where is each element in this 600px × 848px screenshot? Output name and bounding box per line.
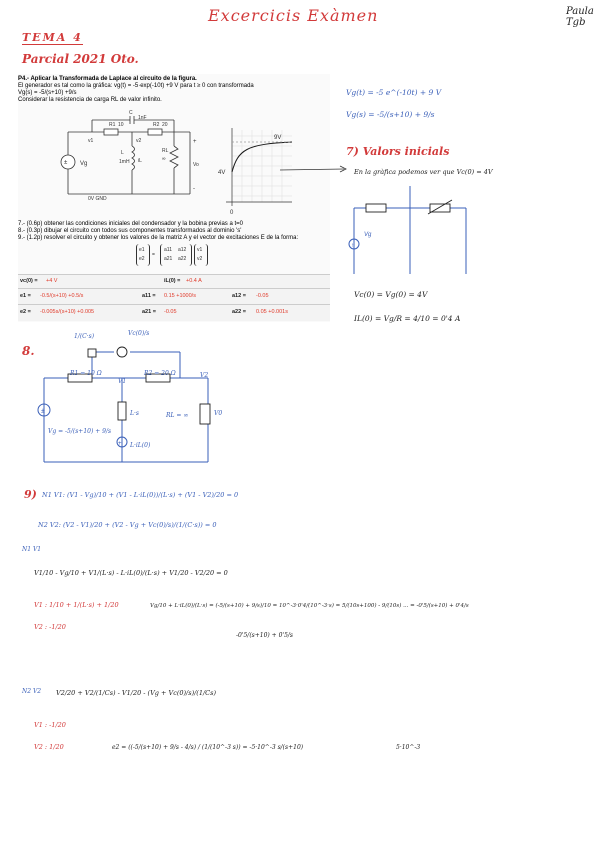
parcial-heading: Parcial 2021 Oto. (22, 52, 139, 66)
il-label: iL (138, 158, 142, 164)
question-7: 7.- (0.6p) obtener las condiciones iniciales del condensador y la bobina previas a t=0 (18, 221, 243, 227)
answer-vc0-value: +4 V (46, 278, 58, 284)
problem-line-4: Considerar la resistencia de carga RL de valor infinito. (18, 97, 162, 103)
graph-origin-label: 0 (230, 210, 234, 216)
section-9-number: 9) (24, 488, 37, 501)
answer-il0-key: iL(0) = (164, 278, 181, 284)
sec8-node-v2: V2 (200, 372, 209, 379)
v2-node-label: v2 (136, 138, 142, 144)
problem-line-2: El generador es tal como la gráfica: vg(t) = -5·exp(-10t) +9 V para t ≥ 0 con transformada (18, 83, 254, 89)
sec8-r2-label: R2 = 20 Ω (144, 370, 176, 377)
answer-a22-value: 0.05 +0.001s (256, 309, 288, 315)
matrix-v2: v2 (197, 256, 203, 262)
gnd-label: 0V GND (88, 196, 107, 202)
sec9-a22-line: V2 : 1/20 (34, 743, 64, 751)
rl-label: RL (162, 148, 169, 154)
minus-sign: - (193, 186, 195, 192)
problem-line-3: Vg(s) = -5/(s+10) +9/s (18, 90, 77, 96)
r1-value: 10 (118, 122, 124, 128)
sketch-vg-label: Vg (364, 232, 372, 238)
sec8-r1-label: R1 = 10 Ω (70, 370, 102, 377)
answer-il0-value: +0.4 A (186, 278, 202, 284)
answer-a12-value: -0.05 (256, 293, 269, 299)
answer-a11-key: a11 = (142, 293, 156, 299)
sec9-e2-result: 5·10^-3 (396, 744, 421, 751)
sec9-e2-derivation: e2 = ((-5/(s+10) + 9/s - 4/s) / (1/(10^-3 s)) = -5·10^-3 s/(s+10) (112, 744, 304, 751)
r1-label: R1 (109, 122, 116, 128)
page-title: Excercicis Exàmen (208, 6, 379, 25)
svg-text:+: + (118, 441, 122, 447)
section-7-text: En la gràfica podemos ver que Vc(0) = 4V (354, 168, 493, 176)
section-8-number: 8. (22, 344, 35, 358)
sec8-cap-label: 1/(C·s) (74, 333, 95, 340)
sec9-a11-line: V1 : 1/10 + 1/(L·s) + 1/20 (34, 601, 119, 609)
circuit-figure (52, 110, 202, 202)
answer-a21-key: a21 = (142, 309, 156, 315)
problem-statement: P4.- Aplicar la Transformada de Laplace al circuito de la figura. El generador es tal como la gráfica: vg(t) = -5·exp(-10t) +9 V para t ≥ 0 con transformada Vg(s) = -5/(s+10) +9/s Considerar la resistencia de carga RL de valor infinito. ± Vg R1 10 R2 20 C 1nF v2 v1 L 1mH iL RL ∞ + - Vo 0V GND 9V 4V 0 7.- (0.6p) obtener las condiciones iniciales del condensador y la bobina previas a t=0 8.- (0.3p) dibujar el circuito con todos sus componentes transformados al dominio 's' 9.- (1.2p) resolver el circuito y obtener los valores de la matriz A y el vector de excitaciones E de la forma: e1 e2 = a11 a12 a21 a22 v1 v2 vc(0) = +4 V iL(0) = +0.4 A e1 = -0.5/(s+10) +0.5/s a11 = 0.15 +1000/s a12 = -0.05 e2 = -0.005s/(s+10) +0.005 a21 = -0.05 a22 = 0.05 +0.001s (18, 74, 330, 322)
sec8-vo-label: V0 (214, 410, 223, 417)
answer-e1-value: -0.5/(s+10) +0.5/s (40, 293, 84, 299)
svg-text:±: ± (64, 160, 68, 166)
vo-label: Vo (193, 162, 199, 168)
note-il0: IL(0) = Vg/R = 4/10 = 0'4 A (354, 314, 461, 323)
sec9-eq2: N2 V2: (V2 - V1)/20 + (V2 - Vg + Vc(0)/s)/(1/(C·s)) = 0 (38, 521, 217, 529)
rl-value: ∞ (162, 156, 166, 162)
note-vg-time: Vg(t) = -5 e^(-10t) + 9 V (346, 88, 442, 97)
initial-conditions-sketch (340, 182, 480, 278)
answer-e1-key: e1 = (20, 293, 31, 299)
note-vg-laplace: Vg(s) = -5/(s+10) + 9/s (346, 110, 435, 119)
author-signature: Paula Tgb (566, 6, 594, 28)
question-8: 8.- (0.3p) dibujar el circuito con todos sus componentes transformados al dominio 's' (18, 228, 242, 234)
plus-sign: + (193, 139, 197, 145)
answer-a21-value: -0.05 (164, 309, 177, 315)
sec9-n1-label: N1 V1 (22, 546, 42, 553)
answer-e2-key: e2 = (20, 309, 31, 315)
v1-node-label: v1 (88, 138, 94, 144)
c-value: 1nF (138, 115, 147, 121)
sec8-ls-label: L·s (130, 410, 139, 417)
svg-text:±: ± (41, 408, 45, 415)
note-vc0: Vc(0) = Vg(0) = 4V (354, 290, 428, 299)
answer-a11-value: 0.15 +1000/s (164, 293, 196, 299)
sec9-eq1: N1 V1: (V1 - Vg)/10 + (V1 - L·iL(0))/(L·s) + (V1 - V2)/20 = 0 (42, 491, 239, 499)
answer-a12-key: a12 = (232, 293, 246, 299)
problem-title: P4.- Aplicar la Transformada de Laplace al circuito de la figura. (18, 76, 197, 82)
sec9-e1-result: -0'5/(s+10) + 0'5/s (236, 632, 293, 639)
sec8-node-v1: V1 (118, 378, 127, 385)
matrix-v1: v1 (197, 247, 203, 253)
arrow-to-notes (280, 164, 350, 174)
sec9-e1-derivation: Vg/10 + L·iL(0)/(L·s) = (-5/(s+10) + 9/s)/10 = 10^-3·0'4/(10^-3·s) = 5/(10s+100) - 9/(10s) ... = -0'5/(s+10) + 0'4/s (150, 603, 469, 609)
sec8-src-top-label: Vc(0)/s (128, 330, 150, 337)
matrix-a11: a11 (164, 247, 172, 253)
graph-4v-label: 4V (218, 170, 226, 176)
l-label: L (121, 150, 124, 156)
answer-vc0-key: vc(0) = (20, 278, 38, 284)
sec9-n2-label: N2 V2 (22, 688, 42, 695)
vg-label: Vg (80, 161, 88, 167)
sec8-il-src-label: L·iL(0) (130, 442, 151, 449)
r2-value: 20 (162, 122, 168, 128)
sec9-n1-expansion: V1/10 - Vg/10 + V1/(L·s) - L·iL(0)/(L·s) + V1/20 - V2/20 = 0 (34, 569, 228, 577)
sec8-vg-label: Vg = -5/(s+10) + 9/s (48, 428, 112, 435)
c-label: C (129, 110, 133, 116)
sec9-n2-expansion: V2/20 + V2/(1/Cs) - V1/20 - (Vg + Vc(0)/s)/(1/Cs) (56, 689, 217, 697)
svg-text:↑: ↑ (351, 243, 354, 249)
sec9-a12-line: V2 : -1/20 (34, 623, 66, 631)
answer-table (18, 274, 330, 321)
matrix-a12: a12 (178, 247, 187, 253)
question-9: 9.- (1.2p) resolver el circuito y obtener los valores de la matriz A y el vector de excitaciones E de la forma: (18, 235, 299, 241)
matrix-a22: a22 (178, 256, 187, 262)
graph-9v-label: 9V (274, 135, 282, 141)
answer-a22-key: a22 = (232, 309, 246, 315)
tema-heading: TEMA 4 (22, 31, 83, 44)
answer-e2-value: -0.005s/(s+10) +0.005 (40, 309, 95, 315)
sec9-a21-line: V1 : -1/20 (34, 721, 66, 729)
section-7-title: 7) Valors inicials (346, 145, 450, 158)
sec8-rl-label: RL = ∞ (166, 412, 189, 419)
r2-label: R2 (153, 122, 160, 128)
matrix-a21: a21 (164, 256, 173, 262)
matrix-e1: e1 (139, 247, 145, 253)
l-value: 1mH (119, 159, 130, 165)
matrix-e2: e2 (139, 256, 145, 262)
